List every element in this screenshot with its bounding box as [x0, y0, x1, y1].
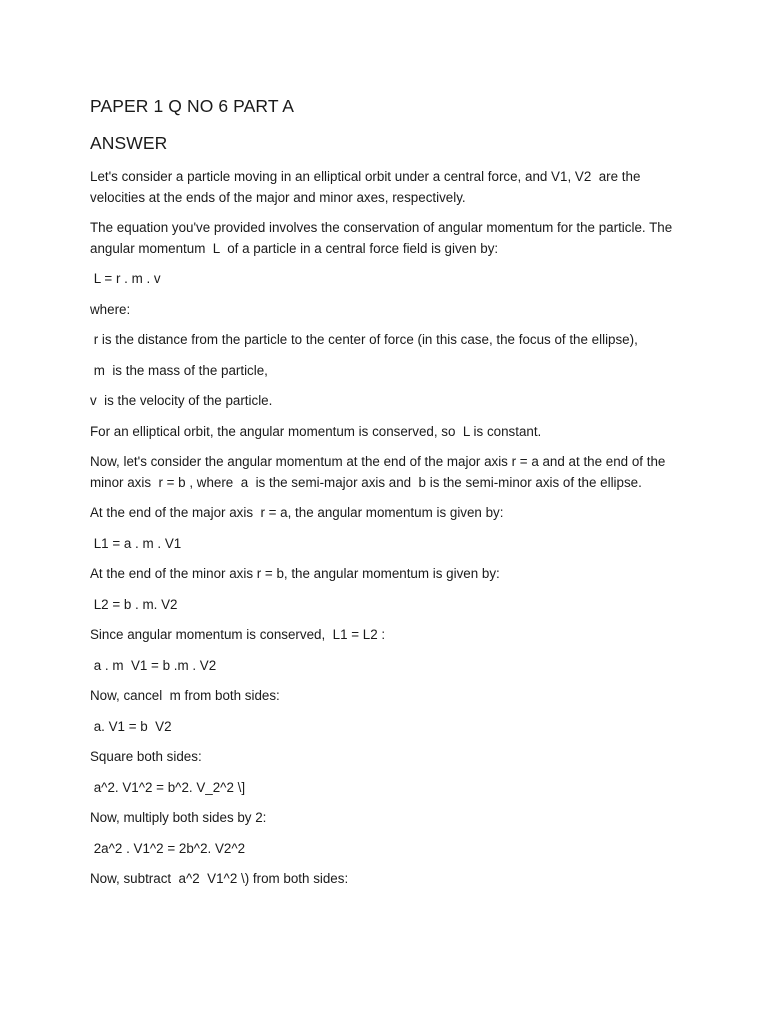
equation-l1: L1 = a . m . V1: [90, 535, 182, 551]
document-body: [90, 94, 680, 900]
paragraph-major-axis: At the end of the major axis r = a, the angular momentum is given by:: [90, 505, 504, 520]
paragraph-conservation: For an elliptical orbit, the angular momentum is conserved, so L is constant.: [90, 423, 542, 439]
equation-momentum-equal: a . m V1 = b .m . V2: [90, 657, 217, 673]
definition-m: m is the mass of the particle,: [90, 362, 268, 378]
equation-multiplied: 2a^2 . V1^2 = 2b^2. V2^2: [90, 840, 246, 856]
paragraph-cancel-m: Now, cancel m from both sides:: [90, 688, 280, 703]
paragraph-axes: Now, let's consider the angular momentum at the end of the major axis r = a and at the end of the minor axis r = b , where a is the semi-major axis and b is the semi-minor axis of the ellipse.: [90, 454, 670, 490]
paragraph-square: Square both sides:: [90, 749, 202, 764]
equation-angular-momentum: L = r . m . v: [90, 271, 161, 286]
answer-heading: ANSWER: [90, 133, 168, 153]
equation-squared: a^2. V1^2 = b^2. V_2^2 \]: [90, 779, 246, 795]
definition-r: r is the distance from the particle to the center of force (in this case, the focus of the ellipse),: [90, 332, 638, 347]
equation-cancelled: a. V1 = b V2: [90, 718, 172, 734]
paragraph-minor-axis: At the end of the minor axis r = b, the angular momentum is given by:: [90, 566, 500, 581]
paragraph-intro: Let's consider a particle moving in an elliptical orbit under a central force, and V1, V2 are the velocities at the ends of the major and minor axes, respectively.: [90, 169, 645, 205]
paragraph-angular-momentum: The equation you've provided involves the conservation of angular momentum for the particle. The angular momentum L of a particle in a central force field is given by:: [90, 220, 676, 256]
paragraph-subtract: Now, subtract a^2 V1^2 \) from both sides:: [90, 871, 349, 886]
paragraph-l1-equals-l2: Since angular momentum is conserved, L1 = L2 :: [90, 627, 386, 642]
paragraph-where: where:: [90, 301, 131, 317]
definition-v: v is the velocity of the particle.: [90, 393, 273, 408]
document-title: PAPER 1 Q NO 6 PART A: [90, 96, 295, 116]
equation-l2: L2 = b . m. V2: [90, 596, 178, 612]
paragraph-multiply: Now, multiply both sides by 2:: [90, 810, 267, 825]
